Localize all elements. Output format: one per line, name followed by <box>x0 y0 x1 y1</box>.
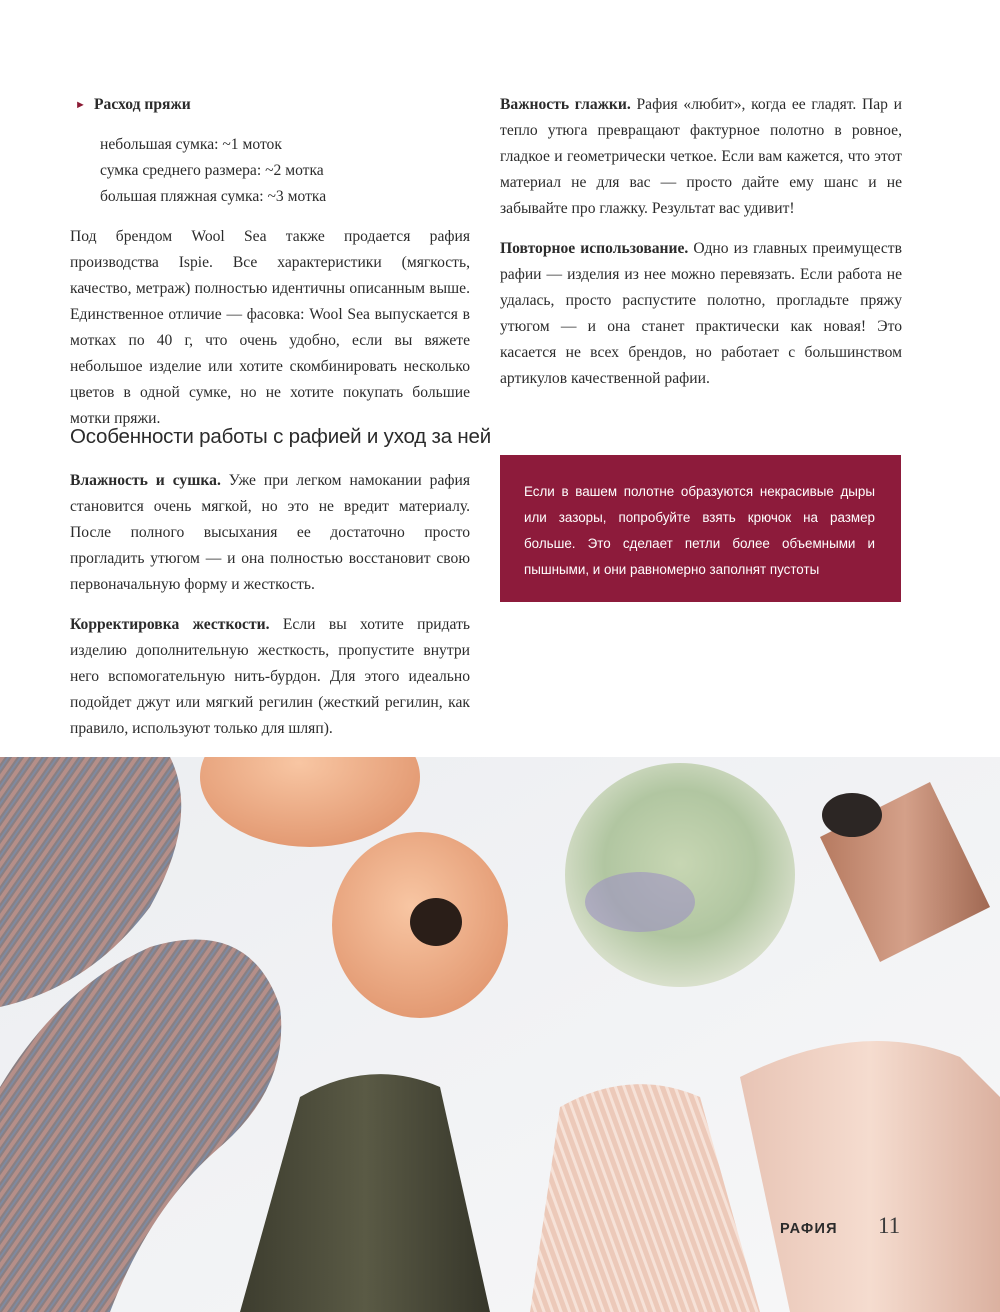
usage-item-medium: сумка среднего размера: ~2 мотка <box>100 162 324 179</box>
moisture-paragraph <box>70 468 470 598</box>
reuse-text: Одно из главных преимуществ рафии — изделия из нее можно перевязать. Если работа не удалась, просто распустите полотно, прогладьте пряжу утюгом — и она станет практически как новая! Это касается не всех брендов, но работает с большинством артикулов качественной рафии. <box>500 240 902 387</box>
stiffness-paragraph <box>70 612 470 742</box>
left-column-section <box>70 468 470 756</box>
reuse-lead: Повторное использование. <box>500 240 689 257</box>
section-title: Особенности работы с рафией и уход за ней <box>70 425 491 448</box>
ball-center-hole <box>410 898 462 946</box>
running-footer-section: РАФИЯ <box>780 1221 838 1237</box>
purple-flecks <box>585 872 695 932</box>
ironing-lead: Важность глажки. <box>500 96 631 113</box>
stiffness-lead: Корректировка жесткости. <box>70 616 270 633</box>
ironing-text: Рафия «любит», когда ее гладят. Пар и тепло утюга превращают фактурное полотно в ровное, гладкое и геометрически четкое. Если вам кажется, что этот материал не для вас — просто дайте ему шанс и не забывайте про глажку. Результат вас удивит! <box>500 96 902 217</box>
usage-heading <box>70 92 470 118</box>
page-number: 11 <box>878 1213 901 1238</box>
yarn-photo <box>0 757 1000 1312</box>
usage-item-small: небольшая сумка: ~1 моток <box>100 136 282 153</box>
ironing-paragraph <box>500 92 902 222</box>
tip-text: Если в вашем полотне образуются некрасивые дыры или зазоры, попробуйте взять крючок на размер больше. Это сделает петли более объемными и пышными, и они равномерно заполнят пустоты <box>524 484 875 577</box>
usage-list <box>70 132 470 210</box>
usage-item-large: большая пляжная сумка: ~3 мотка <box>100 188 327 205</box>
triangle-bullet-icon: ► <box>75 99 86 111</box>
fluffy-mohair-ball <box>565 763 795 987</box>
reuse-paragraph <box>500 236 902 392</box>
spool-end-cap <box>822 793 882 837</box>
stiffness-text: Если вы хотите придать изделию дополнительную жесткость, пропустите внутри него вспомогательную нить-бурдон. Для этого идеально подойдет джут или мягкий регилин (жесткий регилин, как правило, используют только для шляп). <box>70 616 470 737</box>
left-column-top <box>70 92 470 446</box>
intro-paragraph: Под брендом Wool Sea также продается рафия производства Ispie. Все характеристики (мягкость, качество, метраж) полностью идентичны описанным выше. Единственное отличие — фасовка: Wool Sea выпускается в мотках по 40 г, что очень удобно, если вы вяжете небольшое изделие или хотите скомбинировать несколько цветов в одной сумке, но не хотите покупать большие мотки пряжи. <box>70 228 470 427</box>
right-column <box>500 92 902 406</box>
moisture-lead: Влажность и сушка. <box>70 472 221 489</box>
usage-heading-text: Расход пряжи <box>94 96 191 113</box>
tip-box <box>500 455 901 602</box>
moisture-text: Уже при легком намокании рафия становится очень мягкой, но это не вредит материалу. После полного высыхания ее достаточно просто прогладить утюгом — и она полностью восстановит свою первоначальную форму и жесткость. <box>70 472 470 593</box>
